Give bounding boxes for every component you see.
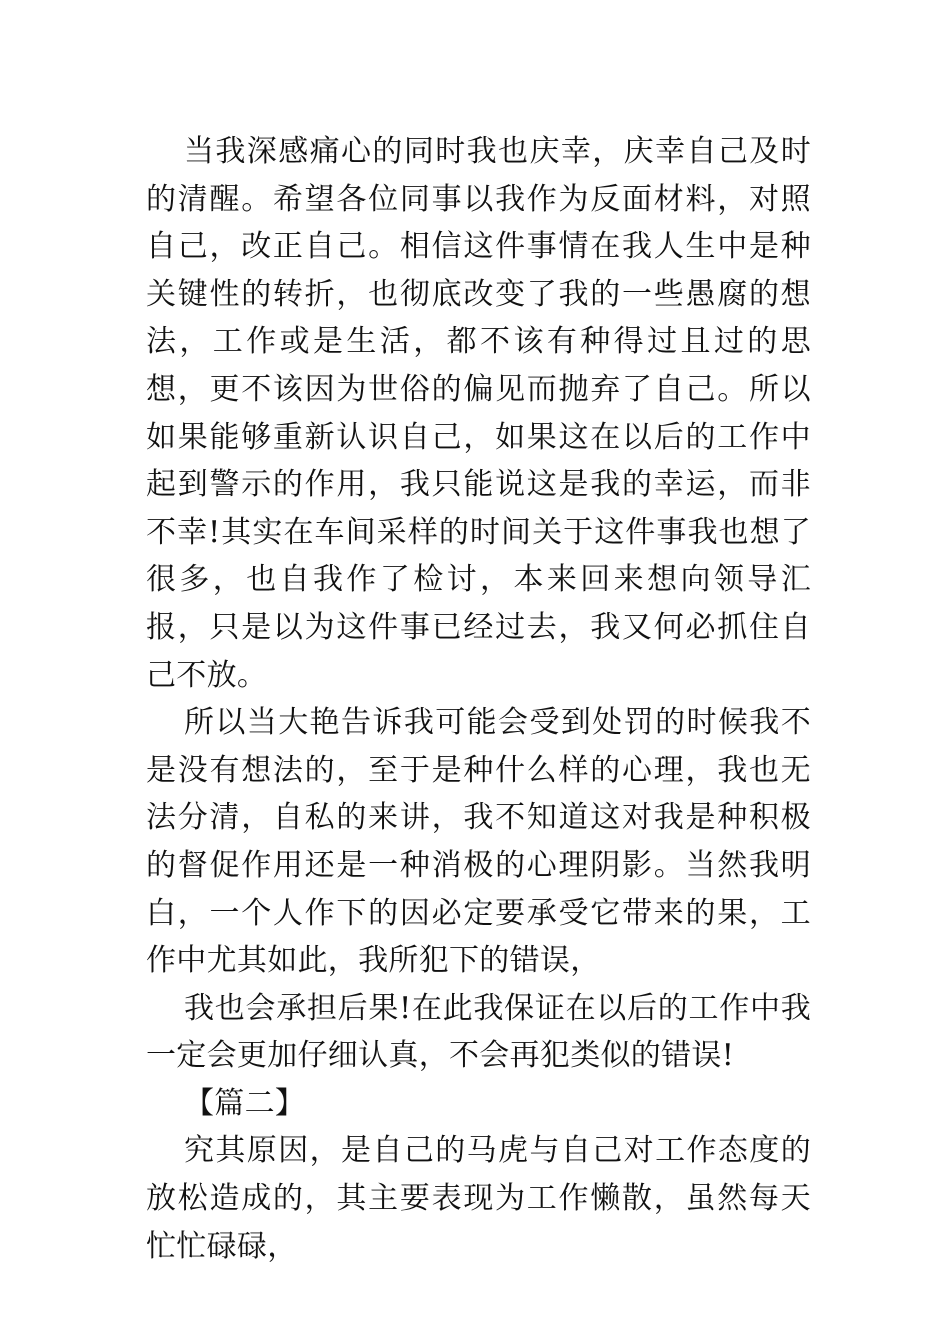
- paragraph-1: 当我深感痛心的同时我也庆幸，庆幸自己及时的清醒。希望各位同事以我作为反面材料，对照自己，改正自己。相信这件事情在我人生中是种关键性的转折，也彻底改变了我的一些愚腐的想法，工作或是生活，都不该有种得过且过的思想，更不该因为世俗的偏见而抛弃了自己。所以如果能够重新认识自己，如果这在以后的工作中起到警示的作用，我只能说这是我的幸运，而非不幸!其实在车间采样的时间关于这件事我也想了很多，也自我作了检讨，本来回来想向领导汇报，只是以为这件事已经过去，我又何必抓住自己不放。: [146, 134, 811, 693]
- section-heading: 【篇二】: [184, 1085, 306, 1121]
- paragraph-4: 究其原因，是自己的马虎与自己对工作态度的放松造成的，其主要表现为工作懒散，虽然每天忙忙碌碌，: [146, 1133, 811, 1264]
- paragraph-2: 所以当大艳告诉我可能会受到处罚的时候我不是没有想法的，至于是种什么样的心理，我也无法分清，自私的来讲，我不知道这对我是种积极的督促作用还是一种消极的心理阴影。当然我明白，一个人作下的因必定要承受它带来的果，工作中尤其如此，我所犯下的错误，: [146, 705, 811, 979]
- document-body: [146, 128, 811, 1270]
- paragraph-3: 我也会承担后果!在此我保证在以后的工作中我一定会更加仔细认真，不会再犯类似的错误!: [146, 990, 811, 1074]
